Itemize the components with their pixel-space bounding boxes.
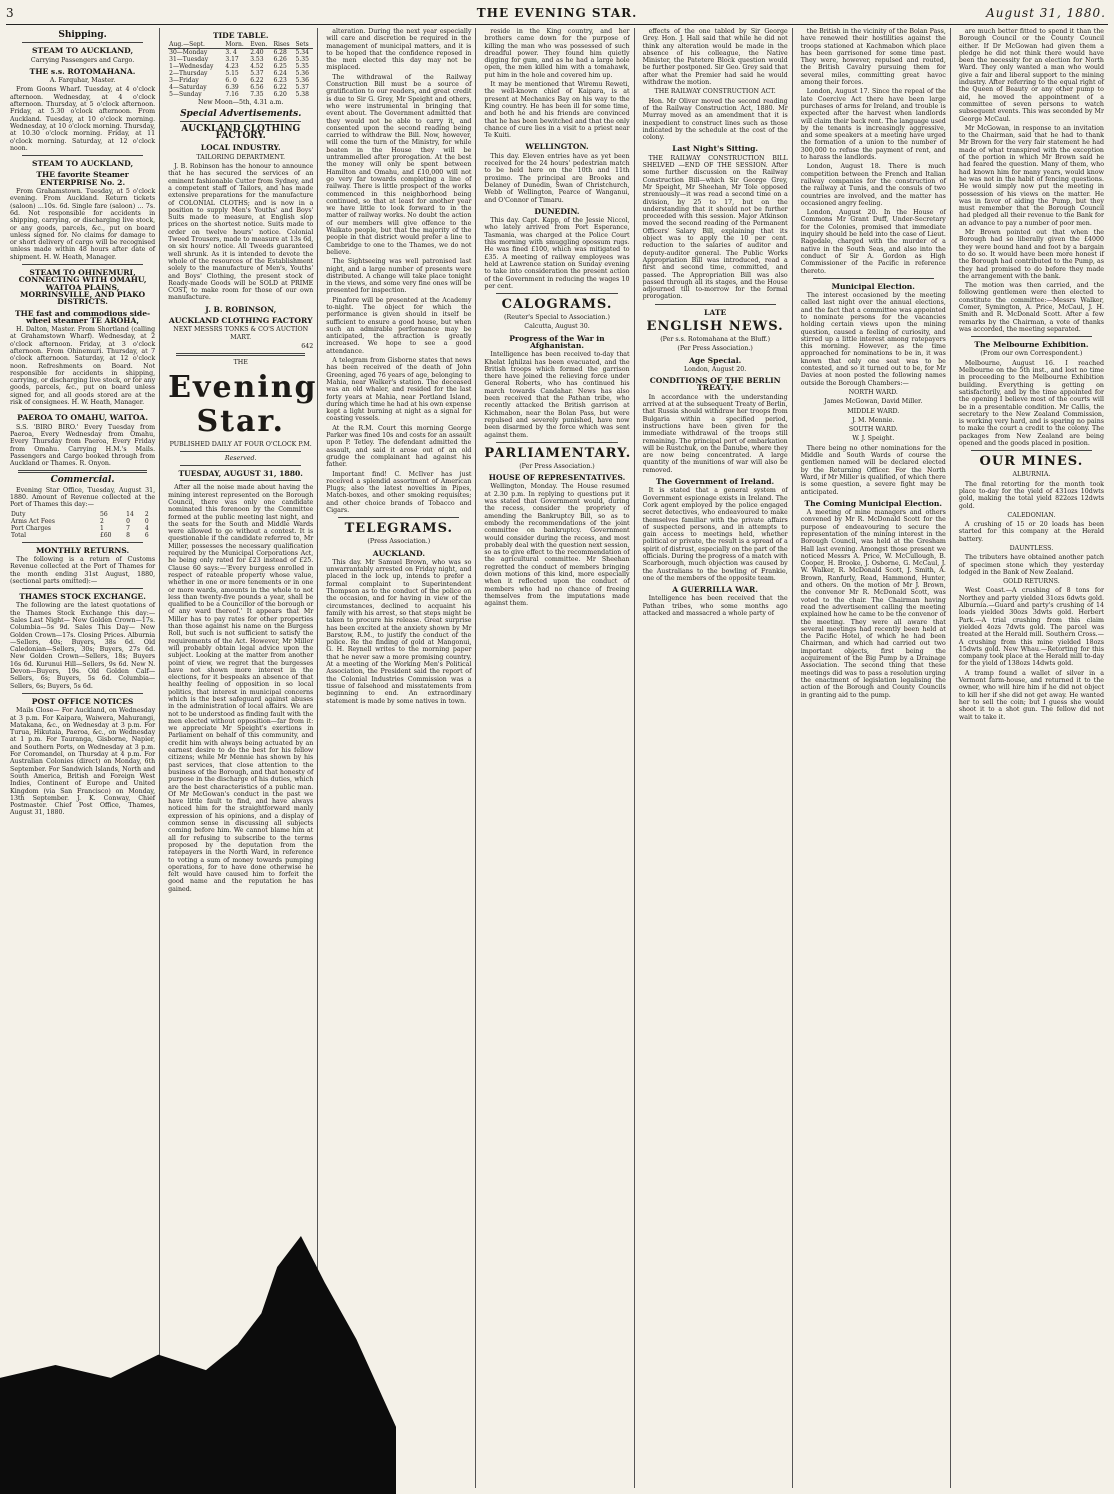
steam3-head: STEAM TO OHINEMURI, CONNECTING WITH OMAHU, WAITOA PLAINS, MORRINSVILLE, AND PIAKO DISTRICTS. [18, 268, 147, 307]
paeroa-head: PAEROA TO OMAHU, WAITOA. [17, 413, 148, 423]
table-row: 30—Monday 3. 4 2.40 6.28 5.34 [169, 49, 309, 57]
column-6 [797, 28, 951, 1488]
ad-sub1: LOCAL INDUSTRY. [200, 143, 281, 153]
paper-date: TUESDAY, AUGUST 31, 1880. [178, 469, 303, 479]
house-head: HOUSE OF REPRESENTATIVES. [488, 473, 626, 483]
telegrams-head: TELEGRAMS. [344, 521, 454, 537]
steam2-head: STEAM TO AUCKLAND, [32, 159, 134, 169]
steam1-text: From Goons Wharf. Tuesday, at 4 o'clock afternoon. Wednesday, at 4 o'clock afternoon. Thursday, at 5 o'clock afternoon. Friday, at 5.30 o'clock afternoon. From Auckland. Tuesday, at 10 o'clock morning. Wednesday, at 10 o'clock morning. Thursday, at 10.30 o'clock morning. Friday, at 11 o'clock morning. Saturday, at 12 o'clock noon. [10, 86, 156, 152]
wellington-head: WELLINGTON. [525, 142, 589, 152]
berlin-head: CONDITIONS OF THE BERLIN TREATY. [649, 376, 781, 393]
table-row: 2—Thursday 5.15 5.37 6.24 5.36 [169, 70, 309, 78]
col7-text4: The motion was then carried, and the following gentlemen were then elected to constitute the committee:—Messrs Walker, Comer, Symington, A. Price, McCaul, J. H. Smith and R. McDonald Scott. After a few remarks by the Chairman, a vote of thanks was accorded, the meeting separated. [958, 282, 1104, 333]
age-special-head: Age Special. [689, 355, 742, 365]
thames-head: THAMES STOCK EXCHANGE. [19, 592, 146, 602]
bill-head: THE RAILWAY CONSTRUCTION ACT. [654, 88, 776, 96]
issue-date: August 31, 1880. [986, 6, 1106, 20]
sitting-head: Last Night's Sitting. [672, 144, 759, 154]
col7-text1: are much better fitted to spend it than the Borough Council or the County Council either. If Dr McGowan had given them a pledge he did not think there would have been the necessity for an election for North Ward. They only wanted a man who would give a fair and liberal support to the mining industry. After referring to the equal right of the Queen of Beauty or any other pump to aid, he moved the appointment of a committee of seven persons to watch subsequent events. This was seconded by Mr George McCaul. [958, 28, 1104, 123]
table-row: Duty 56 14 2 [11, 510, 149, 518]
parliamentary-head: PARLIAMENTARY. [484, 445, 632, 461]
col4-text2: It may be mentioned that Wiremu Reweti, the well-known chief of Kaipara, is at present at Mechanics Bay on his way to the King country. He has been ill for some time, and both he and his friends are convinced that he has been bewitched and that the only chance of cure lies in a visit to a priest near Te Kuiti. [484, 81, 630, 140]
late-head: LATE [704, 307, 727, 317]
paeroa-text: S.S. 'BIRO BIRO.' Every Tuesday from Paeroa, Every Wednesday from Omahu, Every Thursday from Paeroa, Every Friday from Omahu. Carrying H.M.'s Mails. Passengers and Cargo booked through from Auckland or Thames. R. Onyon. [10, 423, 156, 468]
tide-head: TIDE TABLE. [212, 31, 269, 40]
dauntless-head: DAUNTLESS. [1009, 545, 1054, 552]
col6-text2: London, August 17. Since the repeal of the late Coercive Act there have been large purchases of arms for Ireland, and trouble is expected after the harvest when landlords will claim their back rent. The language used by the tenants is increasingly aggressive, and some speakers at a meeting have urged the formation of a union to the number of 300,000 to refuse the payment of rent, and to harass the landlords. [800, 88, 946, 162]
guerilla-head: A GUERRILLA WAR. [672, 585, 758, 595]
col7-text2: Mr McGowan, in response to an invitation to the Chairman, said that he had to thank Mr Brown for the very fair statement he had made of what transpired with the exception of the portion in which Mr Brown said he had feared the question. Many of them, who had known him for many years, would know he was not in the habit of fencing questions. He would simply now put the meeting in possession of his views on the matter. He was in favor of aiding the Pump, but they must remember that the Borough Council had pledged all their revenue to the Bank for an advance to pay a number of poor men. [958, 124, 1104, 227]
section-commercial: Commercial. [50, 475, 115, 486]
newspaper-columns [6, 28, 1108, 1488]
section-shipping: Shipping. [58, 30, 107, 40]
col6-text6: There being no other nominations for the Middle and South Wards of course the gentlemen named will be declared elected by the Returning Officer. For the North Ward, if Mr Miller is qualified, of which there is some question, a severe fight may be anticipated. [800, 444, 946, 496]
thames-text: The following are the latest quotations of the Thames Stock Exchange this day:— Sales Last Night— New Golden Crown—17s. Columbia—5s 9d. Sales This Day— New Golden Crown—17s. Closing Prices. Alburnia—Sellers, 40s; Buyers, 38s 6d. Old Caledonian—Sellers, 30s; Buyers, 27s 6d. New Golden Crown—Sellers, 18s; Buyers 16s 6d. Kurunui Hill—Sellers, 9s 6d. New N. Devon—Buyers, 19s. Old Golden Calf—Sellers, 6s; Buyers, 5s 6d. Columbia—Sellers, 6s; Buyers, 5s 6d. [10, 602, 156, 690]
english-news-sub2: (Per Press Association.) [677, 345, 753, 353]
steam1-head: STEAM TO AUCKLAND, [32, 46, 134, 56]
post-head: POST OFFICE NOTICES [31, 696, 134, 706]
table-row: Port Charges 1 7 4 [11, 524, 149, 532]
coming-election-head: The Coming Municipal Election. [804, 498, 943, 508]
steam1-sub: Carrying Passengers and Cargo. [30, 56, 135, 64]
paper-name: Evening Star. [168, 369, 318, 439]
north-ward: NORTH WARD. [848, 388, 898, 396]
paper-the: THE [233, 359, 248, 367]
post-text: Mails Close— For Auckland, on Wednesday at 3 p.m. For Kaipara, Waiwera, Mahurangi, Matakana, &c., on Wednesday at 3 p.m. For Turua, Hikutaia, Paeroa, &c., on Wednesday at 1 p.m. For Tauranga, Gisborne, Napier, and Southern Ports, on Wednesday at 3 p.m. For Coromandel, on Thursday at 4 p.m. For Australian Colonies (direct) on Monday, 6th September. For Sandwich Islands, North and South America, British and Foreign West Indies, Continent of Europe and United Kingdom (via San Francisco) on Monday, 13th September. J. K. Conway, Chief Postmaster. Chief Post Office, Thames, August 31, 1880. [10, 707, 156, 817]
war-head: Progress of the War in Afghanistan. [509, 333, 605, 350]
col6-text3: London, August 18. There is much competition between the French and Italian railway companies for the construction of the railway at Tunis, and the consuls of two countries are involved, and the matter has occasioned angry feeling. [800, 163, 946, 207]
steam2-text: From Grahamstown. Tuesday, at 5 o'clock evening. From Auckland. Return tickets (saloon) ...10s. 6d. Single fare (saloon) ... 7s. 6d. Not responsible for accidents in shipping, carrying, or discharging live stock, or any goods, parcels, &c., put on board unless signed for. No claims for damage to or short delivery of cargo will be recognised unless made within 48 hours after date of shipment. H. W. Heath, Manager. [10, 188, 156, 261]
col5-text2: Hon. Mr Oliver moved the second reading of the Railway Construction Act, 1880. Mr Murray moved as an amendment that it is inexpedient to construct lines such as those indicated by the schedule at the cost of the colony. [642, 97, 788, 142]
col4-text6: Wellington, Monday. The House resumed at 2.30 p.m. In replying to questions put it was stated that Government would, during the recess, consider the propriety of amending the Bankruptcy Bill, so as to embody the recommendations of the joint committee on bankruptcy. Government would consider during the recess, and most probably deal with the question next session, so as to give effect to the recommendation of the agricultural committee. Mr Sheehan regretted the conduct of members bringing down motions of this kind, more especially when it reflected upon the conduct of members who had no chance of freeing themselves from the imputations made against them. [484, 483, 630, 608]
calograms-head: CALOGRAMS. [501, 297, 613, 313]
table-row: 31—Tuesday 3.17 3.53 6.26 5.35 [169, 56, 309, 64]
melbourne-sub: (From our own Correspondent.) [980, 350, 1083, 358]
col3-text7: Important find! C. McIlver has just received a splendid assortment of American Plugs; also the latest novelties in Pipes, Match-boxes, and other smoking requisites; and other choice brands of Tobacco and Cigars. [326, 470, 472, 514]
leader-text: After all the noise made about having the mining interest represented on the Borough Council, there was only one candidate nominated this forenoon by the Committee formed at the public meeting last night, and the seats for the South and Middle Wards were allowed to go without a contest. It is questionable if the candidate referred to, Mr Miller, possesses the necessary qualification required by the Municipal Corporations Act, he being only rated for £23 instead of £25. Clause 60 says:—'Every burgess enrolled in respect of rateable property whose value, whether in one or more tenements or in one or more wards, amounts in the whole to not less than twenty-five pounds a year, shall be qualified to be a Councillor of the borough or of any ward thereof.' It appears that Mr Miller has to pay rates for other properties than those against his name on the Burgess Roll, but such is not sufficient to satisfy the requirements of the Act. However, Mr Miller will probably obtain legal advice upon the subject. Looking at the matter from another point of view, we regret that the burgesses have not shown more interest in the elections, for it bespeaks an absence of that healthy feeling of opposition in so local politics, that interest in municipal concerns which is the best safeguard against abuses in the administration of local affairs. We are not to be understood as finding fault with the men elected without opposition—far from it: we appreciate Mr Speight's exertions in Parliament on behalf of this community, and credit him with always being actuated by an earnest desire to do the best for his fellow citizens; while Mr Mennie has shown by his past services, that close attention to the business of the Borough, and that honesty of purpose in the discharge of his duties, which are the best characteristics of a public man. Of Mr McGowan's conduct in the past we have little fault to find, and have always noticed him for the straightforward manly expression of his opinions, and a display of common sense in discussing all subjects coming before him. We cannot blame him at all for refusing to subscribe to the terms proposed by the deputation from the ratepayers in the North Ward, in reference to voting a sum of money towards pumping operations, for to have done otherwise he felt would have caused him to forfeit the good name and the reputation he has gained. [168, 484, 314, 893]
revenue-table [10, 511, 155, 539]
municipal-head: Municipal Election. [831, 281, 915, 291]
col4-text5: Intelligence has been received to-day that Khelat Ighilzai has been evacuated, and the British troops which formed the garrison there have joined the relieving force under General Roberts, who has continued his march towards Candahar. News has also been received that the Pathan tribe, who recently attacked the British garrison at Kichmabon, near the Bolan Pass, but were repulsed and severely punished, have now been disarmed by the force which was sent against them. [484, 351, 630, 439]
north-ward-names: James McGowan, David Miller. [824, 398, 923, 406]
mines-head: OUR MINES. [979, 454, 1084, 470]
table-row: 5—Sunday 7.16 7.35 6.20 5.38 [169, 91, 309, 99]
paper-published: PUBLISHED DAILY AT FOUR O'CLOCK P.M. [169, 440, 312, 448]
table-row: 3—Friday 6. 0 6.22 6.23 5.36 [169, 77, 309, 85]
middle-ward-names: J. M. Mennie. [852, 416, 895, 424]
column-3 [322, 28, 476, 1488]
english-news-sub: (Per s.s. Rotomahana at the Bluff.) [660, 335, 771, 343]
col7-text6: A tramp found a wallet of silver in a Vermont farm-house, and returned it to the owner, who will hire him if he did not object to kill her if she did not get away. He wanted her to sell the coin; but I guess she would shoot it to a shot gun. The fellow did not wait to take it. [958, 669, 1104, 721]
col3-text8: This day. Mr Samuel Brown, who was so unwarrantably arrested on Friday night, and placed in the lock up, intends to prefer a formal complaint to Superintendent Thompson as to the conduct of the police on the occasion, and for having in view of the circumstances, declined to acquaint his family with his arrest, so that steps might be taken to procure his release. Great surprise has been excited at the anxiety shown by Mr Barstow, R.M., to justify the conduct of the police. Re the finding of gold at Mangonui, G. H. Reynell writes to the morning paper that he never saw a more promising country. At a meeting of the Working Men's Political Association, the President said the report of the Colonial Industries Commission was a tissue of falsehood and misstatements from beginning to end. An extraordinary statement is made by some natives in town. [326, 558, 472, 705]
column-5 [639, 28, 793, 1488]
tide-table: Aug.—Sept. Morn. Even. Rises Sets 30—Monday 3. 4 2.40 6.28 5.34 31—Tuesday 3.17 3.53 6.26 5.35 1—Wednesday 4.23 4.52 6.25 5.35 2—Thursday 5.15 5.37 6.24 5.36 3—Friday 6. 0 6.22 6.23 5.36 4—Saturday 6.39 6.56 6.22 5.37 5—Sunday 7.16 7.35 6.20 5.38 [168, 41, 313, 98]
col3-text2: The withdrawal of the Railway Construction Bill must be a source of gratification to our readers, and great credit is due to Sir G. Grey, Mr Speight and others, who were instrumental in bringing that event about. The Government admitted that they would not be able to carry it, and consented upon the second reading being carried to withdraw the Bill. Now, however, will come the turn of the Ministry, for while beaten in the House they will be untrammelled after prorogation. At the best the money will only be spent between Hamilton and Omahu, and £10,000 will not go very far towards completing a line of railway. There is little prospect of the works commenced in this neighborhood being continued, so that at least for another year we have little to look forward to in the matter of railway works. No doubt the action of our members will give offence to the Waikato people, but that the majority of the people in that district would prefer a line to Cambridge to one to the Thames, we do not believe. [326, 73, 472, 256]
col6-text4: London, August 20. In the House of Commons Mr Grant Duff, Under-Secretary for the Colonies, promised that immediate inquiry should be held into the case of Lieut. Ragedale, charged with the murder of a native in the South Seas, and also into the conduct of Sir A. Gordon as High Commissioner of the Pacific in reference thereto. [800, 209, 946, 275]
steam3-ship: THE fast and commodious side-wheel steamer TE AROHA, [14, 308, 151, 325]
table-row: 1—Wednesday 4.23 4.52 6.25 5.35 [169, 63, 309, 71]
south-ward-names: W. J. Speight. [852, 435, 895, 443]
london-dateline: London, August 20. [683, 365, 747, 373]
ad-text: J. B. Robinson has the honour to announce that he has secured the services of an eminent fashionable Cutter from Sydney, and a competent staff of Tailors, and has made extensive preparations for the manufacture of COLONIAL CLOTHS; and is now in a position to supply Men's Youths' and Boys' Suits made to measure, at English slop prices on the shortest notice. Suits made to order on twelve hours' notice. Colonial Tweed Trousers, made to measure at 13s 6d, on six hours' notice. All Tweeds guaranteed well shrunk. As it is intended to devote the whole of the resources of the Establishment solely to the manufacture of Men's, Youths' and Boys' Clothing, the present stock of Ready-made Goods will be SOLD at PRIME COST, to make room for those of our own manufacture. [168, 163, 314, 302]
table-row: 4—Saturday 6.39 6.56 6.22 5.37 [169, 84, 309, 92]
column-4 [480, 28, 634, 1488]
col3-text4: Pinafore will be presented at the Academy to-night. The object for which the performance is given should in itself be sufficient to ensure a good house, but when such an admirable performance may be anticipated, the attraction is greatly increased. We hope to see a good attendance. [326, 296, 472, 355]
middle-ward: MIDDLE WARD. [847, 407, 900, 415]
commercial-text: Evening Star Office, Tuesday, August 31, 1880. Amount of Revenue collected at the Port of Thames this day:— [10, 486, 156, 509]
parliamentary-sub: (Per Press Association.) [519, 462, 595, 470]
steam1-ship: THE s.s. ROTOMAHANA. [29, 66, 136, 76]
moon-note: New Moon—5th, 4.31 a.m. [198, 99, 284, 107]
steam2-ship: THE favorite Steamer ENTERPRISE No. 2. [36, 170, 129, 187]
col3-text5: A telegram from Gisborne states that news has been received of the death of John Greening, aged 76 years of age, belonging to Mahia, near Walker's station. The deceased was an old whaler, and resided for the last forty years at Mahia, near Portland Island, during which time he had at his own expense kept a light burning at night as a signal for coasting vessels. [326, 357, 472, 423]
ad-signature-2: AUCKLAND CLOTHING FACTORY [168, 316, 313, 326]
south-ward: SOUTH WARD. [848, 426, 898, 434]
col6-text5: The interest occasioned by the meeting called last night over the annual elections, and the fact that a committee was appointed to nominate persons for the vacancies holding certain views upon the mining question, caused a feeling of curiosity, and stirred up a little interest among ratepayers this morning. However, as the time approached for nominations to be in, it was known that only one seat was to be contested, and so it turned out to be, for Mr Davies at noon posted the following names outside the Borough Chambers:— [800, 292, 946, 387]
column-1 [6, 28, 160, 1488]
ad-address: NEXT MESSRS TONKS & CO'S AUCTION MART. [173, 326, 309, 341]
alburnia-text: The final retorting for the month took place to-day for the yield of 431ozs 10dwts gold, making the total yield 822ozs 12dwts gold. [958, 480, 1104, 510]
masthead [6, 4, 1108, 25]
ad-title: AUCKLAND CLOTHING FACTORY. [181, 123, 301, 142]
col7-text3: Mr Brown pointed out that when the Borough had so liberally given the £4000 they were bound hand and foot by a bargain to do so. It would have been more honest if the Borough had contributed to the Pump, as they had promised to do before they made the arrangement with the bank. [958, 229, 1104, 280]
gold-returns-text: West Coast.—A crushing of 8 tons for Northey and party yielded 31ozs 6dwts gold. Alburnia.—Guard and party's crushing of 14 loads yielded 30ozs 3dwts gold. Herbert Park.—A trial crushing from this claim yielded 4ozs 7dwts gold. The parcel was treated at the Herald mill. Southern Cross.—A crushing from this mine yielded 18ozs 15dwts gold. New Whau.—Retorting for this company took place at the Herald mill to-day for the yield of 138ozs 14dwts gold. [958, 587, 1104, 668]
col4-text1: reside in the King country, and her brothers came down for the purpose of killing the man who was possessed of such dreadful power. They found him quietly digging for gum, and as he had a large hole open, the men killed him with a tomahawk, put him in the hole and covered him up. [484, 28, 630, 79]
col5-text3: THE RAILWAY CONSTRUCTION BILL SHELVED —END OF THE SESSION. After some further discussion on the Railway Construction Bill—which Sir George Grey, Mr Speight, Mr Sheehan, Mr Tole opposed strenuously—it was read a second time on a division, by 25 to 17, but on the understanding that it should not be further proceeded with this session. Major Atkinson moved the second reading of the Permanent Officers' Salary Bill, explaining that its object was to apply the 10 per cent. reduction to the salaries of auditor and deputy-auditor general. The Public Works Appropriation Bill was introduced, read a first and second time, committed, and passed. The Appropriation Bill was also passed through all its stages, and the House adjourned till to-morrow for the formal prorogation. [642, 154, 788, 301]
ireland-head: The Government of Ireland. [656, 477, 775, 487]
col5-text4: In accordance with the understanding arrived at at the subsequent Treaty of Berlin, that Russia should withdraw her troops from Bulgaria within a specified period, instructions have been given for the immediate withdrawal of the troops still remaining. The principal port of embarkation will be Rustchuk, on the Danube, where they are now being concentrated. A large quantity of the munitions of war will also be removed. [642, 393, 788, 474]
calograms-sub: (Reuter's Special to Association.) [504, 314, 610, 322]
ad-number: 642 [301, 342, 314, 350]
table-row: Arms Act Fees 2 0 0 [11, 517, 149, 525]
col4-text4: This day. Capt. Kapp, of the Jessie Niccol, who lately arrived from Port Esperance, Tasmania, was charged at the Police Court this morning with smuggling opossum rugs. He was fined £100, which was mitigated to £35. A meeting of railway employees was held at Lawrence station on Sunday evening to take into consideration the present action of the Government in reducing the wages 10 per cent. [484, 217, 630, 290]
col7-text5: Melbourne, August 16. I reached Melbourne on the 5th inst., and lost no time in proceeding to the Melbourne Exhibition building. Everything is getting on satisfactorily, and by the time appointed for the opening I believe most of the courts will be in a presentable condition. Mr Callis, the secretary to the New Zealand Commission, is working very hard, and is sparing no pains to make the court a credit to the colony. The packages from New Zealand are being opened and the goods placed in position. [958, 359, 1104, 448]
paper-reserved: Reserved. [224, 454, 257, 462]
caledonian-head: CALEDONIAN. [1007, 511, 1056, 519]
auckland-head: AUCKLAND. [372, 548, 425, 558]
ad-sub2: TAILORING DEPARTMENT. [196, 153, 285, 161]
steam3-text: H. Dalton, Master. From Shortland (calling at Grahamstown Wharf). Wednesday, at 2 o'clock afternoon. Friday, at 3 o'clock afternoon. From Ohinemuri. Thursday, at 7 o'clock afternoon. Saturday, at 12 o'clock noon. Refreshments on Board. Not responsible for accidents in shipping, carrying, or discharging live stock, or for any goods, parcels, &c., put on board unless signed for, and all goods stored are at the risk of consignees. H. W. Heath, Manager. [10, 326, 156, 407]
special-ads-head: Special Advertisements. [180, 108, 302, 119]
col6-text1: the British in the vicinity of the Bolan Pass, have renewed their hostilities against the troops stationed at Kachmabon which place has been garrisoned for some time past. They were, however, repulsed and routed, the British Cavalry pursuing them for several miles, committing great havoc among their forces. [800, 28, 946, 87]
col4-text3: This day. Eleven entries have as yet been received for the 24 hours' pedestrian match to be held here on the 10th and 11th proximo. The principal are Brooks and Delaney of Dunedin, Swan of Christchurch, Webb of Wellington, Pearce of Wanganui, and O'Connor of Timaru. [484, 152, 630, 204]
monthly-text: The following is a return of Customs Revenue collected at the Port of Thames for the month ending 31st August, 1880, (sectional parts omitted):— [10, 555, 156, 585]
col6-text7: A meeting of mine managers and others convened by Mr R. McDonald Scott for the purpose of endeavouring to secure the representation of the mining interest in the Borough Council, was held at the Gresham Hall last evening. Amongst those present we noticed Messrs A. Price, W. McCullough, B. Cooper, H. Brooke, J. Osborne, G. McCaul, J. W. Walker, R. McDonald Scott, J. Smith, A. Brown, Ranfurly, Read, Hammond, Hunter, and others. On the motion of Mr J. Brown, the convenor Mr R. McDonald Scott, was voted to the chair. The Chairman having read the advertisement calling the meeting explained how he came to be the convenor of the meeting. They were all aware that several meetings had recently been held at the Pacific Hotel, of which he had been Chairman, and which had carried out two important objects, first being the acquirement of the Big Pump by a Drainage Association. The second thing that these meetings did was to pass a resolution urging the enactment of legislation legalising the action of the Borough and County Councils in granting aid to the pump. [800, 509, 946, 699]
gold-returns-head: GOLD RETURNS. [1003, 578, 1060, 586]
column-7 [955, 28, 1108, 1488]
newspaper-title: THE EVENING STAR. [476, 6, 638, 20]
steam1-master: A. Farquhar, Master. [49, 77, 116, 85]
page-number: 3 [6, 6, 15, 20]
monthly-head: MONTHLY RETURNS. [35, 545, 130, 555]
telegrams-sub: (Press Association.) [367, 538, 431, 546]
dunedin-head: DUNEDIN. [534, 206, 580, 216]
caledonian-text: A crushing of 15 or 20 loads has been started for this company at the Herald battery. [958, 521, 1104, 543]
english-news-head: ENGLISH NEWS. [646, 318, 784, 334]
col3-text1: alteration. During the next year especially will care and discretion be required in the management of municipal matters, and it is to be hoped that the confidence reposed in the men elected this day may not be misplaced. [326, 28, 472, 72]
melbourne-head: The Melbourne Exhibition. [974, 340, 1089, 350]
col5-text6: Intelligence has been received that the Pathan tribes, who some months ago attacked and massacred a whole party of [642, 595, 788, 618]
dauntless-text: The tributers have obtained another patch of specimen stone which they yesterday lodged in the Bank of New Zealand. [958, 554, 1104, 576]
col5-text5: It is stated that a general system of Government espionage exists in Ireland. The Cork agent employed by the police engaged secret detectives, who endeavoured to make themselves familiar with the private affairs of suspected persons, and in attempts to gain access to meetings held, whether political or private, the result is a spread of a spirit of distrust, especially on the part of the officials. During the progress of a match with Scarborough, much objection was caused by the Australians to the bowling of Frankie, one of the members of the opposite team. [642, 487, 788, 582]
ad-signature: J. B. ROBINSON, [205, 304, 277, 314]
col3-text3: The Sightseeing was well patronised last night, and a large number of presents were distributed. A change will take place tonight in the views, and some very fine ones will be presented for inspection. [326, 258, 472, 295]
col3-text6: At the R.M. Court this morning George Parker was fined 10s and costs for an assault upon P. Tetley. The defendant admitted the assault, and said it arose out of an old grudge the complainant had against his father. [326, 424, 472, 469]
alburnia-head: ALBURNIA. [1012, 471, 1051, 479]
calcutta-dateline: Calcutta, August 30. [524, 323, 590, 331]
col5-text1: effects of the one tabled by Sir George Grey. Hon. J. Hall said that while he did not think any alteration would be made in the absence of his colleague, the Native Minister, the Patetere Block question would be further postponed. Sir Geo. Grey said that after what the Premier had said he would withdraw the motion. [642, 28, 788, 87]
table-row: Total £60 8 6 [11, 531, 149, 539]
